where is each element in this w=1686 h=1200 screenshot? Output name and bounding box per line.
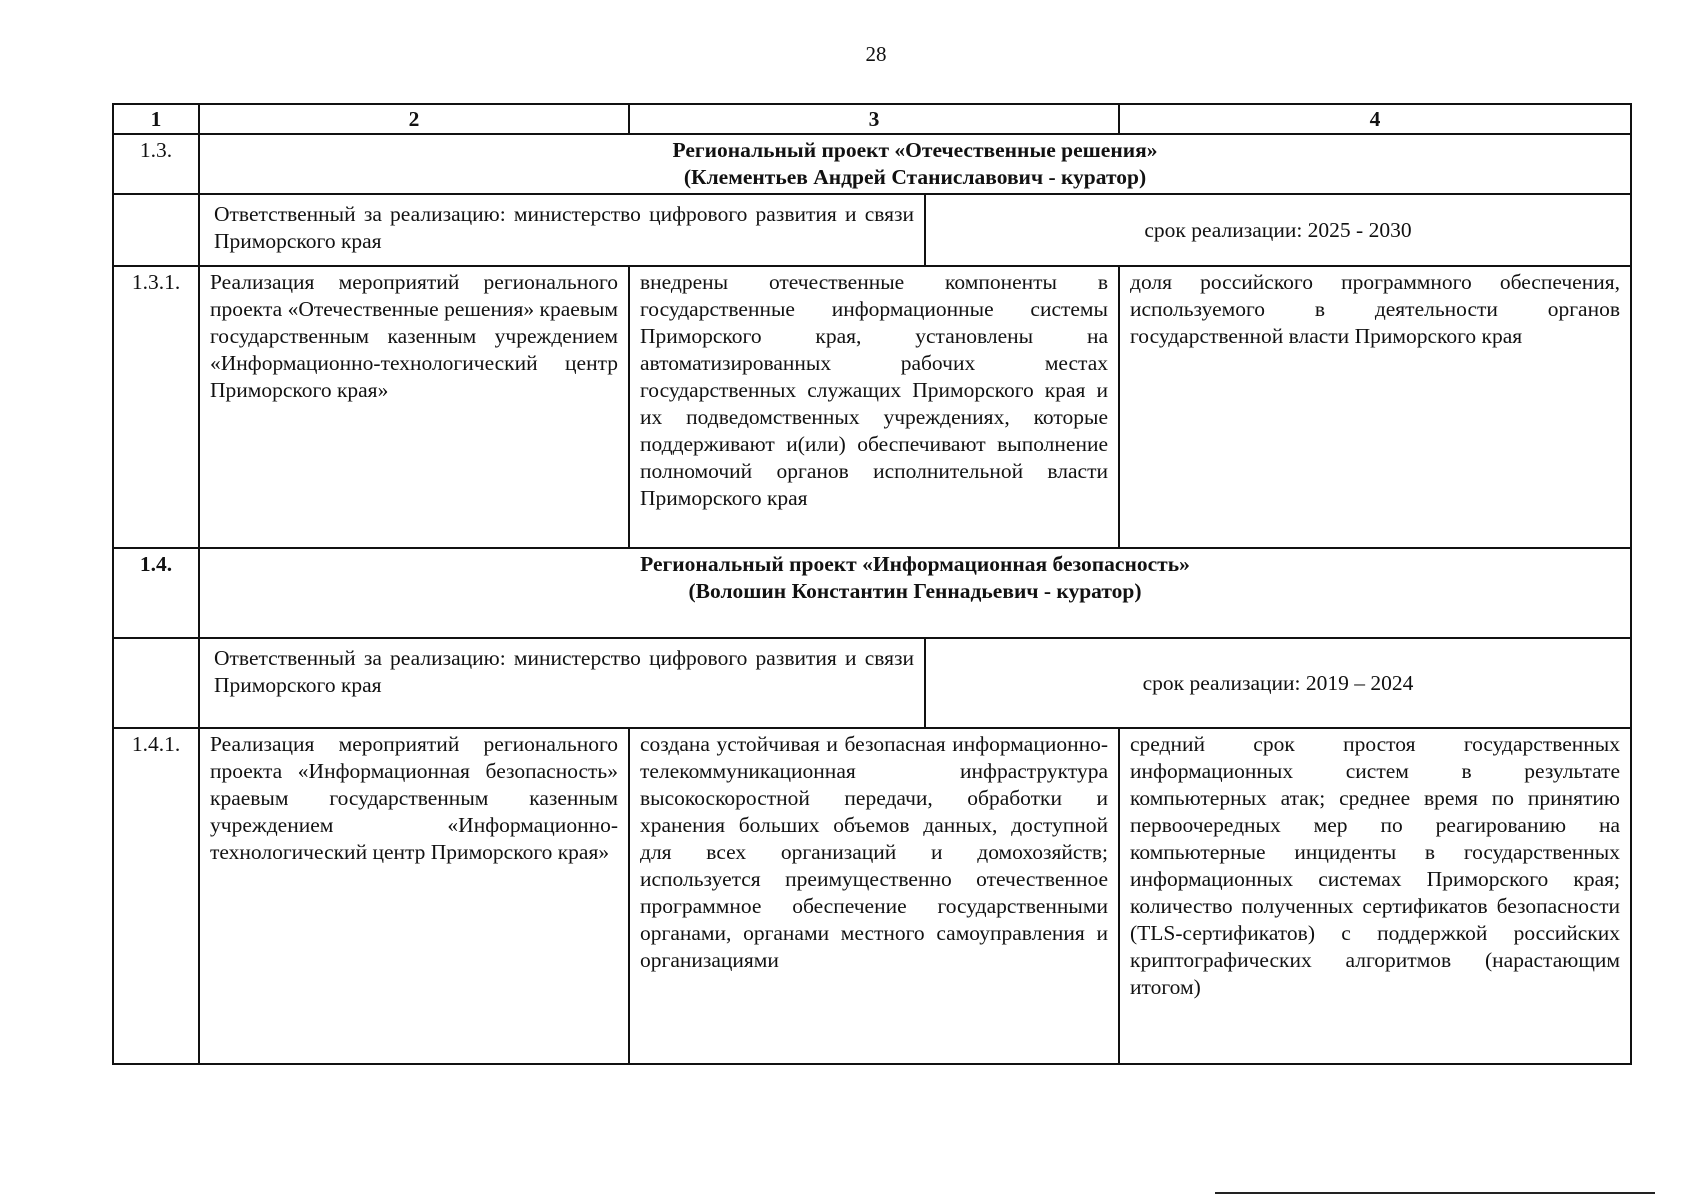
row-number: 1.3.1. <box>113 266 199 548</box>
empty-cell <box>113 194 199 266</box>
empty-cell <box>113 638 199 728</box>
responsible-row-1-3 <box>113 194 1631 266</box>
responsible-text: Ответственный за реализацию: министерство цифрового развития и связи Приморского края <box>214 646 914 697</box>
header-cell-4: 4 <box>1119 104 1631 134</box>
term-text: срок реализации: 2025 - 2030 <box>925 195 1630 265</box>
row-result: внедрены отечественные компоненты в государственные информационные системы Приморского края, установлены на автоматизированных рабочих местах государственных служащих Приморского края и их подведомственных учреждениях, которые поддерживают и(или) обеспечивают выполнение полномочий органов исполнительной власти Приморского края <box>629 266 1119 548</box>
section-title-line2: (Клементьев Андрей Станиславович - куратор) <box>683 165 1147 189</box>
term-text: срок реализации: 2019 – 2024 <box>925 639 1630 727</box>
row-activity: Реализация мероприятий регионального проекта «Информационная безопасность» краевым государственным казенным учреждением «Информационно-технологический центр Приморского края» <box>199 728 629 1064</box>
program-table <box>112 103 1632 1065</box>
table-row-1-4-1 <box>113 728 1631 1064</box>
header-row <box>113 104 1631 134</box>
header-cell-3: 3 <box>629 104 1119 134</box>
section-row-1-3 <box>113 134 1631 194</box>
page-number: 28 <box>865 42 887 66</box>
section-title-line1: Региональный проект «Информационная безопасность» <box>640 552 1190 576</box>
footer-divider <box>1215 1192 1655 1194</box>
section-title-line2: (Волошин Константин Геннадьевич - куратор) <box>688 579 1142 603</box>
row-result: создана устойчивая и безопасная информационно-телекоммуникационная инфраструктура высокоскоростной передачи, обработки и хранения больших объемов данных, доступной для всех организаций и домохозяйств; используется преимущественно отечественное программное обеспечение государственными органами, органами местного самоуправления и организациями <box>629 728 1119 1064</box>
table-row-1-3-1 <box>113 266 1631 548</box>
row-indicator: доля российского программного обеспечения, используемого в деятельности органов государственной власти Приморского края <box>1119 266 1631 548</box>
section-title-line1: Региональный проект «Отечественные решения» <box>672 138 1158 162</box>
responsible-cell <box>199 638 1631 728</box>
header-cell-2: 2 <box>199 104 629 134</box>
responsible-cell <box>199 194 1631 266</box>
header-cell-1: 1 <box>113 104 199 134</box>
section-number: 1.3. <box>113 134 199 194</box>
responsible-row-1-4 <box>113 638 1631 728</box>
row-activity: Реализация мероприятий регионального проекта «Отечественные решения» краевым государственным казенным учреждением «Информационно-технологический центр Приморского края» <box>199 266 629 548</box>
row-indicator: средний срок простоя государственных информационных систем в результате компьютерных атак; среднее время по принятию первоочередных мер по реагированию на компьютерные инциденты в государственных информационных системах Приморского края; количество полученных сертификатов безопасности (TLS-сертификатов) с поддержкой российских криптографических алгоритмов (нарастающим итогом) <box>1119 728 1631 1064</box>
section-row-1-4 <box>113 548 1631 638</box>
section-title <box>199 548 1631 638</box>
row-number: 1.4.1. <box>113 728 199 1064</box>
section-title <box>199 134 1631 194</box>
responsible-text: Ответственный за реализацию: министерство цифрового развития и связи Приморского края <box>214 202 914 253</box>
section-number: 1.4. <box>113 548 199 638</box>
